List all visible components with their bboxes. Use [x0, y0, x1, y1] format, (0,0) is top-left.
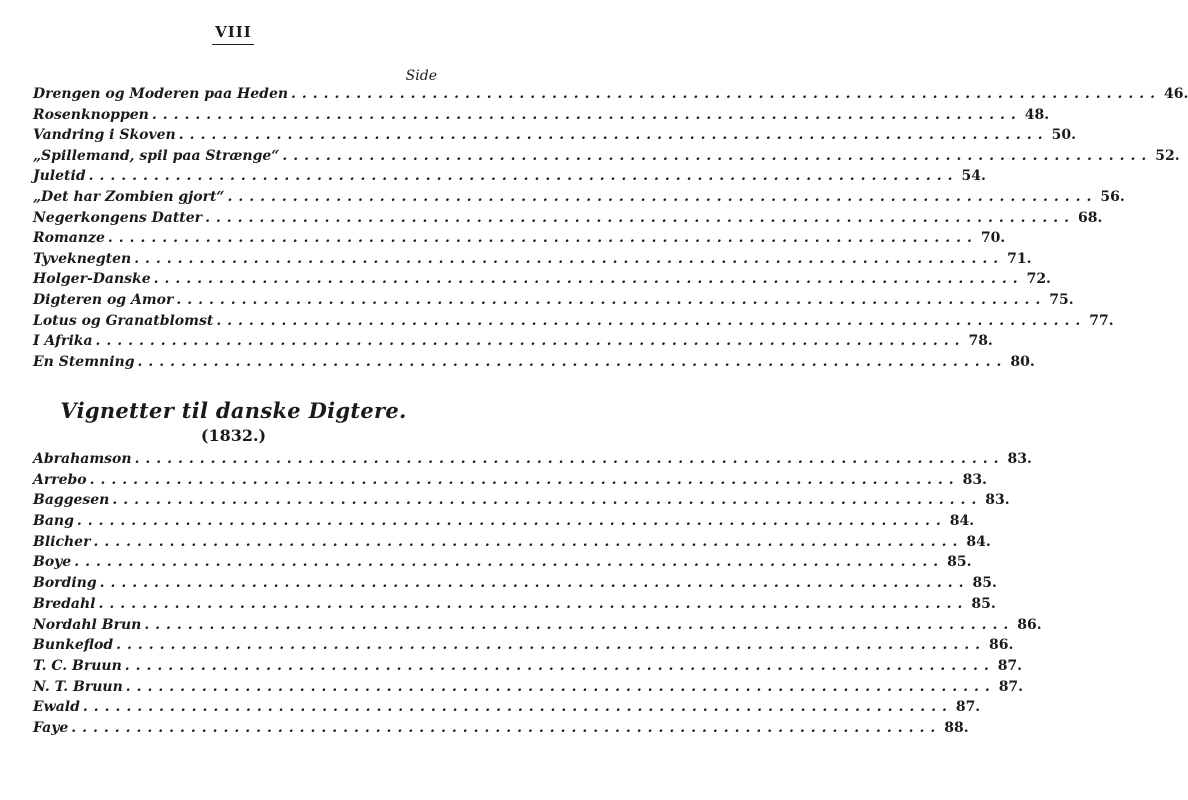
toc-entry-title: N. T. Bruun — [33, 678, 123, 695]
toc-entry-page: 85. — [947, 554, 972, 571]
toc-entry-title: Blicher — [33, 533, 91, 550]
toc-entry-page: 72. — [1026, 271, 1051, 288]
dot-leader: ................................................................................ — [82, 699, 953, 716]
header-rule — [212, 44, 254, 45]
dot-leader: ................................................................................ — [137, 353, 1008, 370]
toc-entry-title: I Afrika — [33, 333, 93, 350]
toc-entry — [33, 532, 991, 553]
toc-entry-title: Tyveknegten — [33, 250, 132, 267]
toc-entry — [33, 290, 1074, 311]
dot-leader: ................................................................................ — [95, 333, 966, 350]
toc-entry — [33, 511, 975, 532]
section-year: (1832.) — [200, 426, 267, 445]
toc-entry-title: Romanze — [33, 230, 105, 247]
toc-entry-page: 84. — [966, 533, 991, 550]
toc-entry — [33, 249, 1032, 270]
toc-entry — [33, 449, 1032, 470]
toc-entry-title: Drengen og Moderen paa Heden — [33, 86, 289, 102]
dot-leader: ................................................................................ — [282, 147, 1153, 164]
dot-leader: ................................................................................ — [93, 533, 964, 550]
toc-entry-page: 83. — [962, 471, 987, 488]
dot-leader: ................................................................................ — [124, 657, 995, 674]
toc-entry — [33, 656, 1023, 677]
dot-leader: ................................................................................ — [107, 230, 978, 247]
toc-entry-title: Bording — [33, 575, 97, 592]
dot-leader: ................................................................................ — [98, 595, 969, 612]
toc-entry — [33, 125, 1076, 146]
dot-leader: ................................................................................ — [153, 271, 1024, 288]
toc-entry — [33, 552, 972, 573]
toc-entry-title: Juletid — [33, 168, 86, 185]
dot-leader: ................................................................................ — [71, 719, 942, 736]
toc-entry-page: 48. — [1024, 106, 1050, 123]
toc-entry — [33, 677, 1024, 698]
toc-entry-page: 87. — [997, 657, 1023, 674]
dot-leader: ................................................................................ — [125, 678, 996, 695]
toc-entry-page: 54. — [961, 168, 986, 185]
toc-section-vignettes — [33, 449, 1042, 739]
toc-entry-title: Vandring i Skoven — [33, 127, 176, 144]
toc-entry — [33, 311, 1114, 332]
toc-entry-title: Nordahl Brun — [33, 616, 142, 633]
toc-entry-page: 50. — [1051, 127, 1076, 144]
toc-entry-page: 52. — [1155, 147, 1180, 164]
dot-leader: ................................................................................ — [89, 471, 960, 488]
toc-entry-page: 70. — [980, 230, 1006, 247]
toc-entry — [33, 635, 1014, 656]
toc-entry-title: Bang — [33, 513, 74, 530]
dot-leader: ................................................................................ — [112, 492, 983, 509]
section-heading: Vignetter til danske Digtere. — [60, 398, 407, 423]
dot-leader: ................................................................................ — [74, 554, 945, 571]
side-column-label: Side — [405, 68, 437, 84]
toc-entry-page: 68. — [1077, 209, 1103, 226]
toc-entry — [33, 470, 987, 491]
toc-entry — [33, 84, 1188, 105]
toc-entry — [33, 718, 969, 739]
dot-leader: ................................................................................ — [291, 86, 1161, 102]
dot-leader: ................................................................................ — [99, 575, 970, 592]
toc-entry — [33, 697, 981, 718]
dot-leader: ................................................................................ — [116, 637, 987, 654]
dot-leader: ................................................................................ — [76, 513, 947, 530]
toc-entry-title: Bredahl — [33, 595, 96, 612]
dot-leader: ................................................................................ — [227, 188, 1098, 205]
toc-entry-page: 75. — [1049, 291, 1074, 308]
toc-entry — [33, 615, 1042, 636]
dot-leader: ................................................................................ — [205, 209, 1075, 226]
toc-entry — [33, 352, 1035, 373]
toc-entry-title: Baggesen — [33, 492, 110, 509]
toc-entry — [33, 187, 1125, 208]
dot-leader: ................................................................................ — [216, 312, 1087, 329]
toc-entry-page: 87. — [955, 699, 981, 716]
toc-entry-title: Boye — [33, 554, 72, 571]
toc-entry-title: Bunkeflod — [33, 637, 114, 654]
toc-entry-page: 86. — [989, 637, 1014, 654]
toc-entry-title: Faye — [33, 719, 69, 736]
toc-entry — [33, 594, 996, 615]
toc-entry — [33, 269, 1051, 290]
toc-entry-title: Rosenknoppen — [33, 106, 149, 123]
toc-entry-page: 71. — [1007, 250, 1032, 267]
dot-leader: ................................................................................ — [178, 127, 1049, 144]
toc-entry-title: Negerkongens Datter — [33, 209, 203, 226]
toc-entry — [33, 331, 993, 352]
toc-entry-title: Ewald — [33, 699, 80, 716]
toc-entry-title: Arrebo — [33, 471, 87, 488]
toc-entry-title: Lotus og Granatblomst — [33, 312, 214, 329]
toc-entry — [33, 228, 1006, 249]
toc-entry — [33, 105, 1050, 126]
toc-entry-page: 77. — [1089, 312, 1114, 329]
toc-entry-title: „Spillemand, spil paa Strænge“ — [33, 147, 280, 164]
toc-entry — [33, 490, 1010, 511]
toc-entry-page: 83. — [1007, 451, 1032, 467]
toc-entry-page: 85. — [971, 595, 996, 612]
toc-entry — [33, 146, 1180, 167]
toc-entry-page: 56. — [1100, 188, 1125, 205]
dot-leader: ................................................................................ — [134, 451, 1005, 467]
toc-entry-title: T. C. Bruun — [33, 657, 122, 674]
page-number: VIII — [215, 23, 252, 41]
toc-entry-page: 78. — [968, 333, 993, 350]
dot-leader: ................................................................................ — [144, 616, 1015, 633]
toc-entry-page: 83. — [985, 492, 1010, 509]
toc-entry-title: En Stemning — [33, 353, 135, 370]
toc-entry — [33, 208, 1103, 229]
toc-entry-page: 87. — [998, 678, 1024, 695]
toc-entry-page: 46. — [1163, 86, 1188, 102]
toc-section-poems — [33, 84, 1188, 372]
toc-entry-page: 84. — [949, 513, 975, 530]
toc-entry-page: 80. — [1010, 353, 1035, 370]
toc-entry-title: Holger-Danske — [33, 271, 151, 288]
toc-entry — [33, 573, 997, 594]
toc-entry-title: „Det har Zombien gjort“ — [33, 188, 225, 205]
toc-entry-title: Abrahamson — [33, 451, 132, 467]
dot-leader: ................................................................................ — [88, 168, 959, 185]
toc-entry-page: 86. — [1017, 616, 1042, 633]
toc-entry-title: Digteren og Amor — [33, 291, 174, 308]
dot-leader: ................................................................................ — [176, 291, 1047, 308]
toc-entry-page: 88. — [944, 719, 969, 736]
dot-leader: ................................................................................ — [134, 250, 1005, 267]
toc-entry — [33, 166, 986, 187]
toc-entry-page: 85. — [972, 575, 997, 592]
dot-leader: ................................................................................ — [151, 106, 1022, 123]
